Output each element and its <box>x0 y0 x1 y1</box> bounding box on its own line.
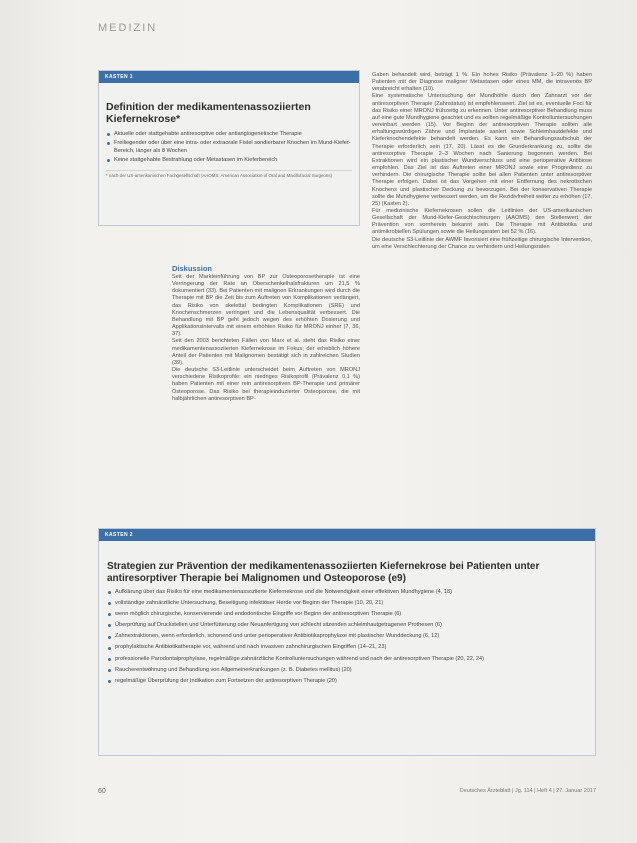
list-item: vollständige zahnärztliche Untersuchung, Beseitigung infektiöser Herde vor Beginn der Therapie (10, 20, 21) <box>107 600 587 607</box>
paragraph: Eine systematische Untersuchung der Mundhöhle durch den Zahnarzt vor der antiresorptiven Therapie (Zahnstatus) ist empfehlenswert. Ziel ist es, eventuelle Foci für das Risiko einer MRONJ frühzeitig zu erkennen. Unter antiresorptiver Behandlung muss auf eine gute Mundhygiene geachtet und es sollten regelmäßige Kontrolluntersuchungen vereinbart werden (15). Vor Beginn der antiresorptiven Therapie sollten alle erhaltungswürdigen Zähne und Implantate saniert sowie Schleimhautdefekte und Kieferknochendefekte behandelt werden. Es kann ein Behandlungsaufschub der Therapie erforderlich sein (17, 20). Lässt es die Grunderkrankung zu, sollte die antiresorptive Therapie 2–3 Wochen nach Sanierung begonnen werden. Bei Extraktionen wird ein plastischer Wundverschluss und eine perioperative Antibiose empfohlen. Das Ziel ist das Auftreten einer MRONJ sowie eine Progredienz zu verhindern. Die chirurgische Therapie sollte bei allen Patienten unter antiresorptiver Therapie erfolgen. Dabei ist das Vorgehen mit einer Entfernung des nekrotischen Knochens und plastischer Deckung zu bevorzugen. Bei der konservativen Therapie sollte die Mundhygiene verbessert werden, um die Rezidivfreiheit weiter zu erhöhen (17, 25) (Kasten 2). <box>372 93 592 207</box>
list-item: wenn möglich chirurgische, konservierende und endodontische Eingriffe vor Beginn der antiresorptiven Therapie (6) <box>107 611 587 618</box>
list-item: regelmäßige Überprüfung der Indikation zum Fortsetzen der antiresorptiven Therapie (20) <box>107 678 587 685</box>
list-item: Zahnextraktionen, wenn erforderlich, schonend und unter perioperativer Antibiotikaprophylaxe mit plastischer Wunddeckung (6, 12) <box>107 633 587 640</box>
box-title: Strategien zur Prävention der medikamentenassoziierten Kiefernekrose bei Patienten unter antiresorptiver Therapie bei Malignomen und Osteoporose (e9) <box>107 561 540 584</box>
paragraph: Für medizinische Kiefernekrosen sollen die Leitlinien der US-amerikanischen Gesellschaft der Mund-Kiefer-Gesichtschirurgen (AAOMS) den Stellenwert der Prävention von vornherein bekannt sein. Die Therapie mit Antibiotika und antimikrobiellen Spülungen sowie die Heilungsraten bei 52 % (16). <box>372 207 592 236</box>
box-title: Definition der medikamentenassoziierten Kiefernekrose* <box>106 101 311 125</box>
list-item: Freiliegender oder über eine intra- oder extraorale Fistel sondierbarer Knochen im Mund-Kiefer-Bereich, länger als 8 Wochen <box>106 140 352 155</box>
list-item: Überprüfung auf Druckstellen und Unterfütterung oder Neuanfertigung von schlecht sitzenden schleimhautgetragenen Prothesen (6) <box>107 622 587 629</box>
list-item: professionelle Parodontalprophylaxe, regelmäßige zahnärztliche Kontrolluntersuchungen während und nach der antiresorptiven Therapie (20, 22, 24) <box>107 656 587 663</box>
text-column-right <box>372 72 592 251</box>
list-item: Keine stattgehabte Bestrahlung oder Metastasen im Kieferbereich <box>106 157 352 164</box>
paragraph: Die deutsche S3-Leitlinie der AWMF favorisiert eine frühzeitige chirurgische Intervention, um eine Verschlechterung der Chance zu verhindern und Heilungsraten <box>372 236 592 250</box>
paragraph: Seit den 2003 berichteten Fällen von Marx et al. steht das Risiko einer medikamentenassoziierten Kiefernekrose im Fokus; der erheblich höhere Anteil der Patienten mit Malignomen bestätigt sich in zahlreichen Studien (39). <box>172 338 360 366</box>
bullet-list <box>106 131 352 164</box>
bullet-list <box>107 589 587 685</box>
paragraph: Seit der Markteinführung von BP zur Osteoporosetherapie ist eine Verringerung der Rate an Oberschenkelhalsfrakturen um 21,5 % dokumentiert (33). Bei Patienten mit malignen Erkrankungen wird durch die Therapie mit BP die Zeit bis zum Auftreten von Komplikationen verlängert, das Risiko von skelettal bedingten Komplikationen (SRE) und Knochenschmerzen verringert und die Lebensqualität verbessert. Die Behandlung mit BP geht jedoch wegen des erhöhten Dosierung und Applikationsintervalls mit einem erhöhten Risiko für MRONJ einher (7, 36, 37). <box>172 274 360 338</box>
journal-reference: Deutsches Ärzteblatt | Jg. 114 | Heft 4 | 27. Januar 2017 <box>459 788 596 794</box>
info-box-2 <box>98 528 596 756</box>
page-footer <box>98 788 596 800</box>
paragraph: Die deutsche S3-Leitlinie unterscheidet beim Auftreten von MRONJ verschiedene Risikoprofile: ein niedriges Risikoprofil (Prävalenz 0,1 %) haben Patienten mit einer rein antiresorptiven BP-Therapie und primärer Osteoporose. Das Risiko bei therapieinduzierter Osteoporose, die mit halbjährlichen antiresorptiven BP- <box>172 367 360 402</box>
section-heading: Diskussion <box>172 264 213 273</box>
list-item: Raucherentwöhnung und Behandlung von Allgemeinerkrankungen (z. B. Diabetes mellitus) (20) <box>107 667 587 674</box>
list-item: Aktuelle oder stattgehabte antiresorptive oder antiangiogenetische Therapie <box>106 131 352 138</box>
page-number: 60 <box>98 788 106 795</box>
list-item: Aufklärung über das Risiko für eine medikamentenassoziierte Kiefernekrose und die Notwendigkeit einer effektiven Mundhygiene (4, 18) <box>107 589 587 596</box>
box-label: KASTEN 1 <box>99 71 359 83</box>
section-label: MEDIZIN <box>98 22 158 34</box>
list-item: prophylaktische Antibiotikatherapie vor, während und nach invasiven zahnchirurgischen Eingriffen (14–21, 23) <box>107 644 587 651</box>
box-label: KASTEN 2 <box>99 529 595 541</box>
text-column-left <box>172 264 360 403</box>
info-box-1 <box>98 70 360 226</box>
box-footnote: * nach der US-amerikanischen Fachgesellschaft (AAOMS: American Association of Oral and Maxillofacial Surgeons) <box>106 170 352 179</box>
paragraph: Gaben behandelt wird, beträgt 1 %. Ein hohes Risiko (Prävalenz 1–20 %) haben Patienten mit der Diagnose maligner Metastasen oder eines MM, die intravenös BP verabreicht erhalten (10). <box>372 72 592 93</box>
